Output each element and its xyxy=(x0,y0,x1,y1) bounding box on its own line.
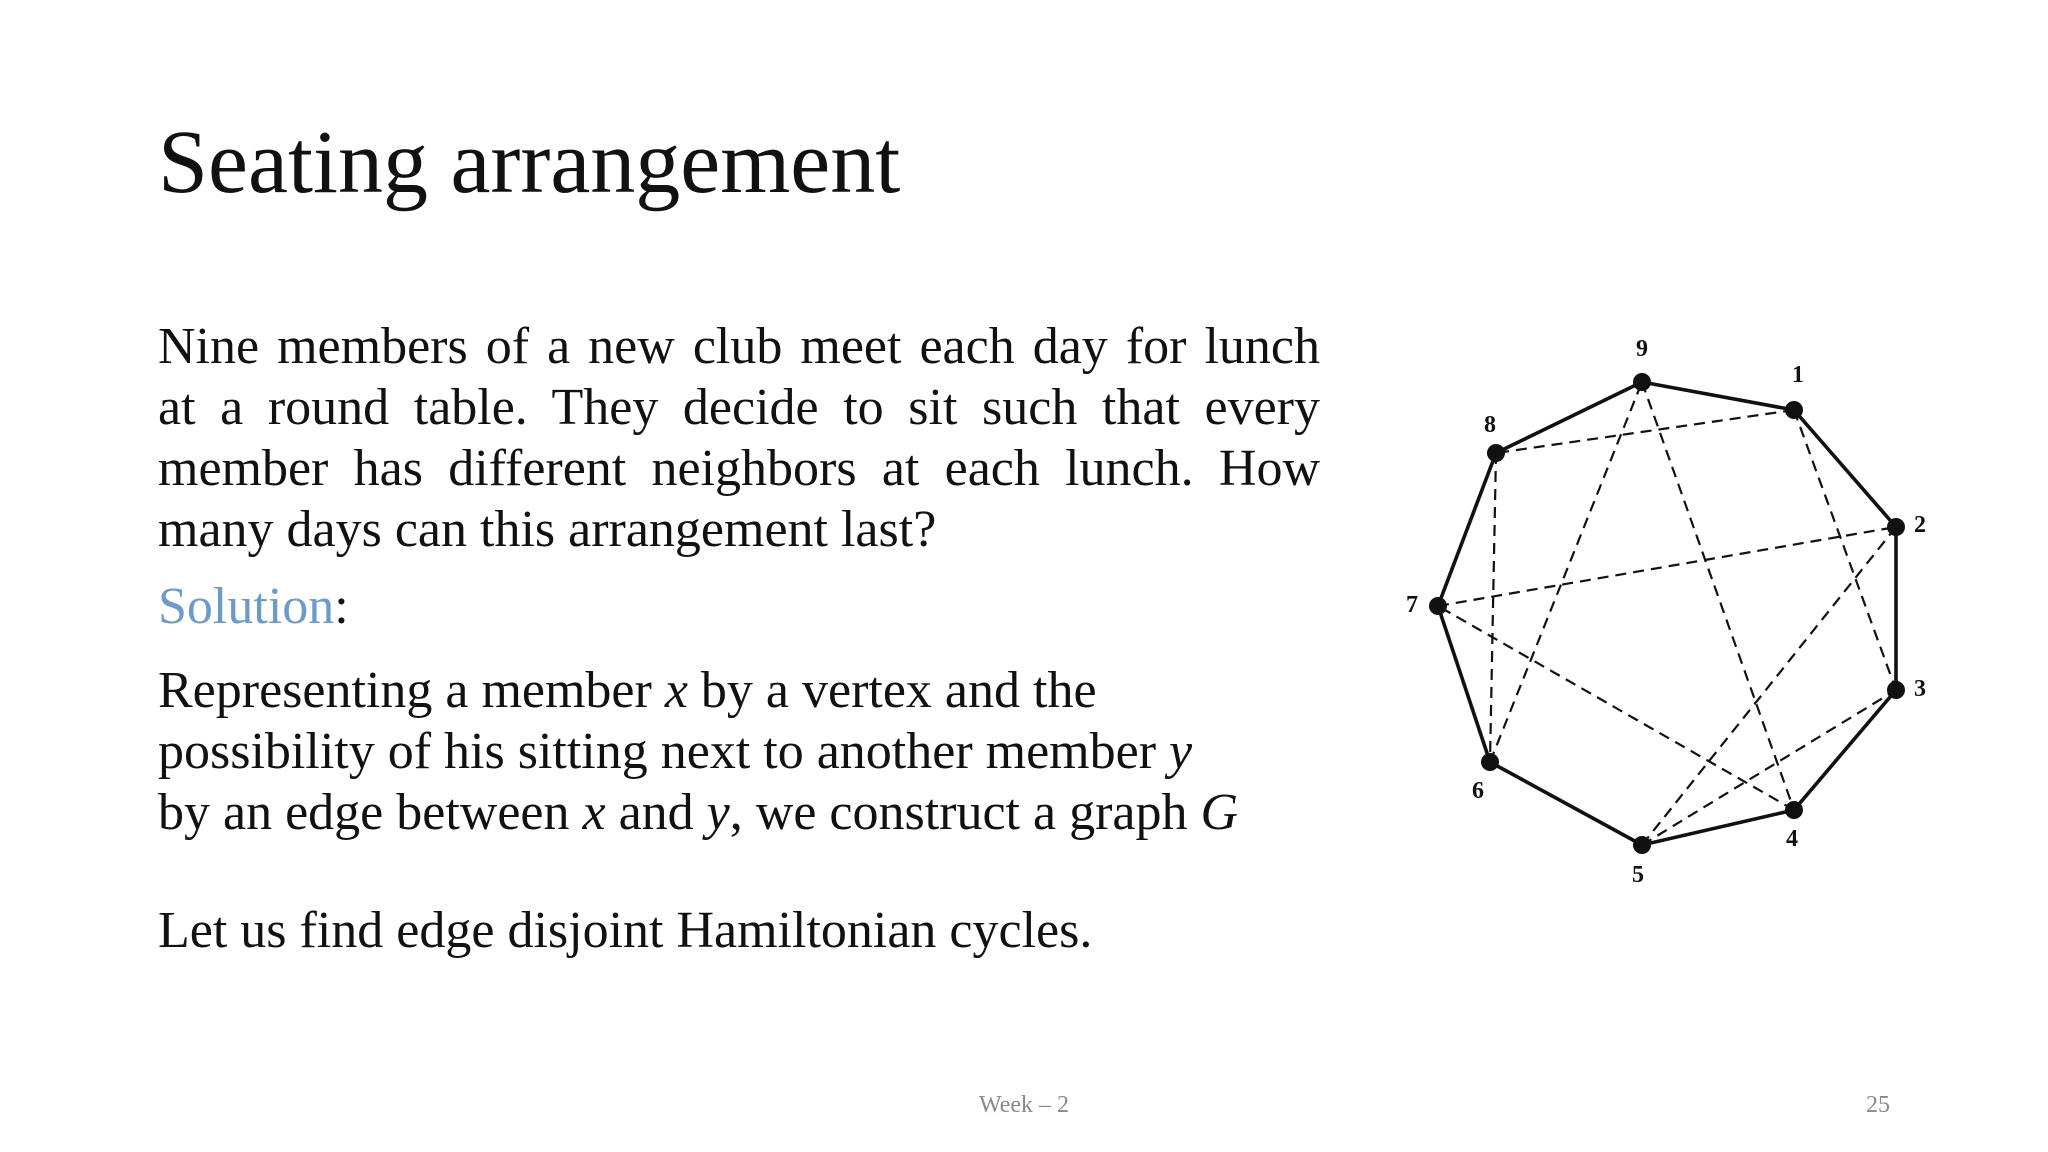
page-number: 25 xyxy=(1866,1092,1890,1118)
problem-statement: Nine members of a new club meet each day for lunch at a round table. They decide to sit such that every member has different neighbors at each lunch. How many days can this arrangement last? xyxy=(158,318,1320,558)
vertex-label-7: 7 xyxy=(1406,592,1418,618)
var-g: G xyxy=(1200,784,1239,841)
dashed-edge-1-3 xyxy=(1794,410,1896,690)
dashed-edge-7-2 xyxy=(1438,527,1896,606)
rep-text-3: by an edge between xyxy=(158,784,583,841)
dashed-edges xyxy=(1438,382,1896,845)
vertex-4 xyxy=(1785,801,1803,819)
vertex-7 xyxy=(1429,597,1447,615)
vertex-label-3: 3 xyxy=(1914,676,1926,702)
solution-label: Solution xyxy=(158,578,335,635)
solid-edge-1-2 xyxy=(1794,410,1896,527)
vertex-label-6: 6 xyxy=(1472,778,1484,804)
vertex-3 xyxy=(1887,681,1905,699)
vertex-label-4: 4 xyxy=(1786,826,1798,852)
dashed-edge-6-9 xyxy=(1490,382,1642,762)
vertex-1 xyxy=(1785,401,1803,419)
solution-colon: : xyxy=(334,578,349,635)
dashed-edge-2-5 xyxy=(1642,527,1896,845)
vertex-label-9: 9 xyxy=(1636,336,1648,362)
dashed-edge-8-6 xyxy=(1490,453,1496,762)
representation-paragraph xyxy=(158,660,1320,843)
solution-heading xyxy=(158,576,1320,637)
vertex-label-1: 1 xyxy=(1792,362,1804,388)
solid-edge-3-4 xyxy=(1794,690,1896,810)
slide-title: Seating arrangement xyxy=(158,113,901,212)
solid-edge-7-8 xyxy=(1438,453,1496,606)
nine-vertex-graph xyxy=(1380,320,1940,900)
rep-text-5: , we construct a graph xyxy=(729,784,1201,841)
dashed-edge-9-4 xyxy=(1642,382,1794,810)
dashed-edge-5-3 xyxy=(1642,690,1896,845)
vertex-2 xyxy=(1887,518,1905,536)
rep-text-4: and xyxy=(605,784,707,841)
vertex-label-5: 5 xyxy=(1632,862,1644,888)
var-y: y xyxy=(1169,723,1193,780)
var-x-2: x xyxy=(582,784,606,841)
vertex-6 xyxy=(1481,753,1499,771)
find-cycles-statement: Let us find edge disjoint Hamiltonian cycles. xyxy=(158,902,1093,959)
vertex-5 xyxy=(1633,836,1651,854)
vertex-8 xyxy=(1487,444,1505,462)
var-x: x xyxy=(664,662,688,719)
rep-text-2: by a vertex and the possibility of his sitting next to another member xyxy=(158,662,1170,780)
vertex-label-2: 2 xyxy=(1914,512,1926,538)
var-y-2: y xyxy=(706,784,730,841)
solid-edge-9-1 xyxy=(1642,382,1794,410)
vertex-labels xyxy=(1406,336,1926,888)
solid-edge-8-9 xyxy=(1496,382,1642,453)
vertex-label-8: 8 xyxy=(1484,412,1496,438)
solid-edge-6-7 xyxy=(1438,606,1490,762)
vertices xyxy=(1429,373,1905,854)
solid-edge-5-6 xyxy=(1490,762,1642,845)
vertex-9 xyxy=(1633,373,1651,391)
footer-week: Week – 2 xyxy=(978,1092,1070,1118)
rep-text-1: Representing a member xyxy=(158,662,665,719)
